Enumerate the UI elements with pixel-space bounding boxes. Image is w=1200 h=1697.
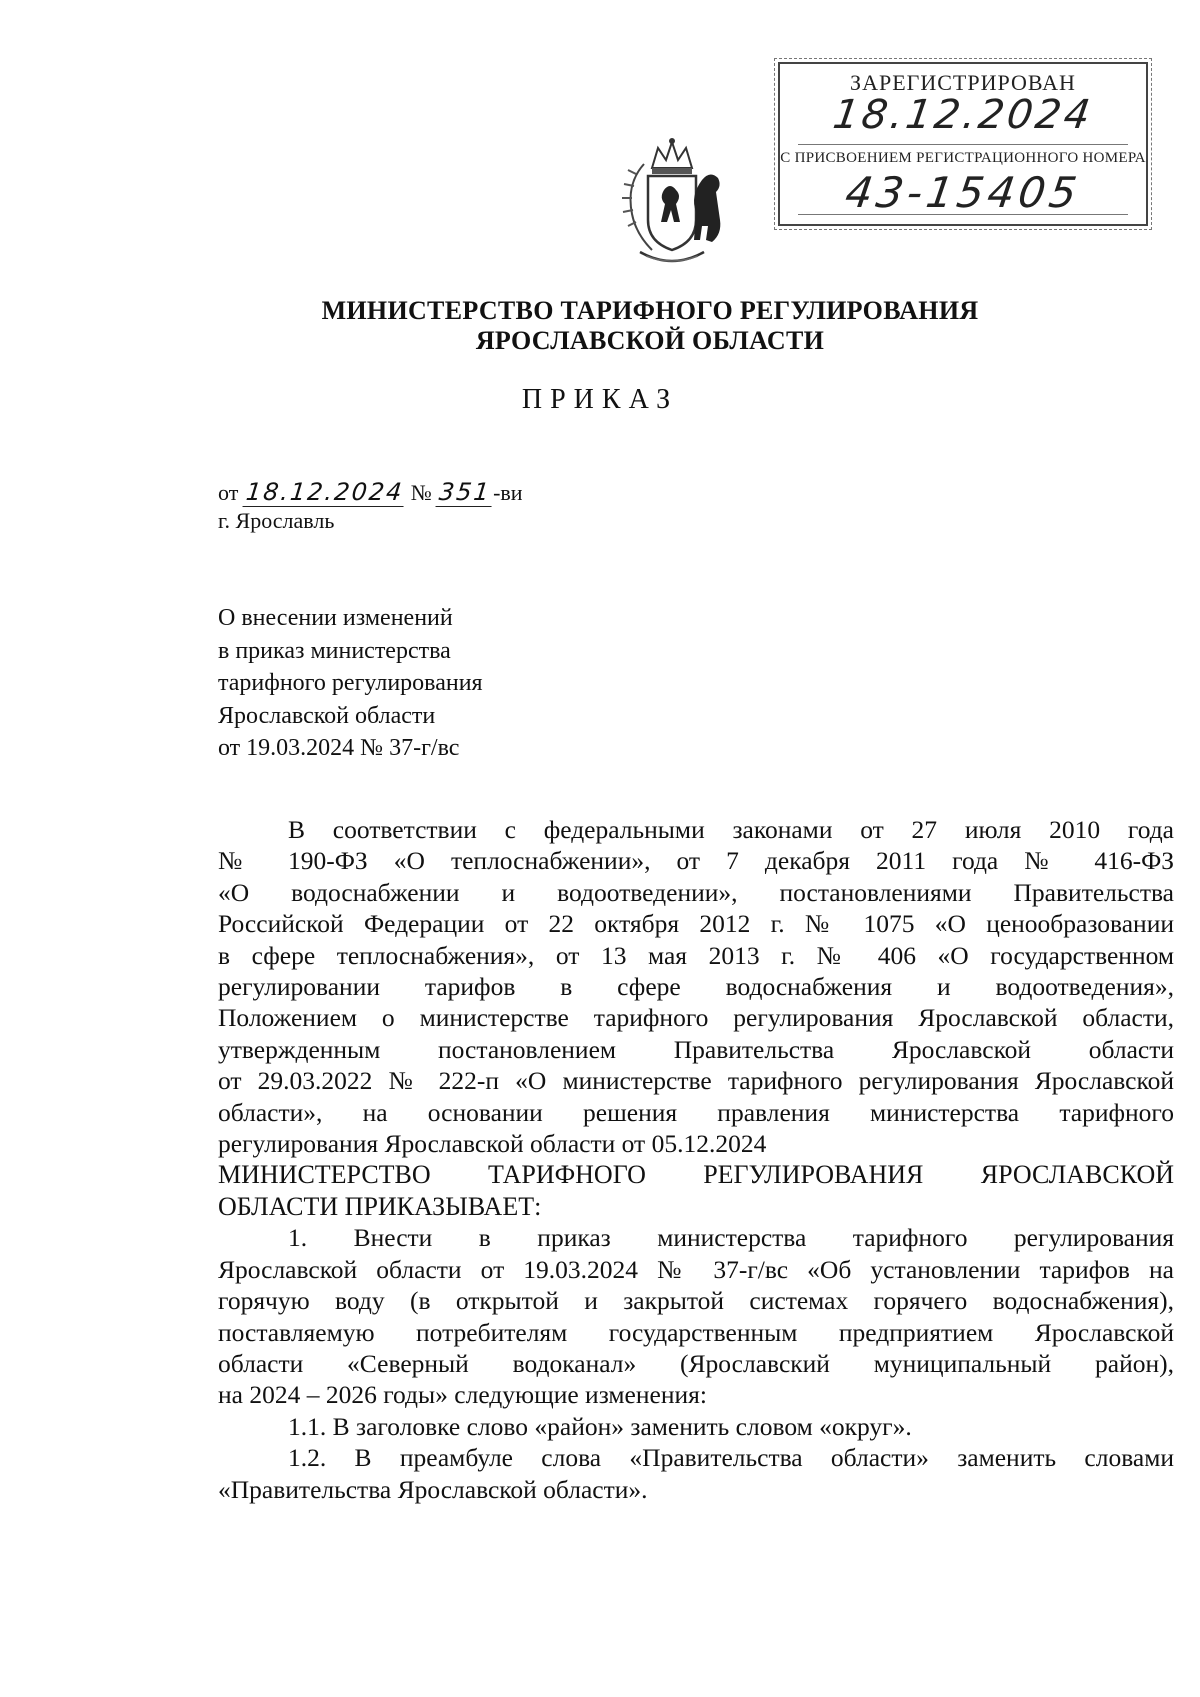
item1-line: области «Северный водоканал» (Ярославский муниципальный район),	[218, 1348, 1174, 1378]
preamble-line: регулировании тарифов в сфере водоснабжения и водоотведения»,	[218, 972, 1174, 1002]
stamp-divider	[798, 144, 1128, 145]
item1-line: горячую воду (в открытой и закрытой системах горячего водоснабжения),	[218, 1286, 1174, 1316]
item1-line: Ярославской области от 19.03.2024 № 37-г/вс «Об установлении тарифов на	[218, 1254, 1174, 1284]
item1-2-line: 1.2. В преамбуле слова «Правительства области» заменить словами	[288, 1443, 1174, 1473]
subject-line: от 19.03.2024 № 37-г/вс	[218, 735, 460, 761]
ministry-name-line1: МИНИСТЕРСТВО ТАРИФНОГО РЕГУЛИРОВАНИЯ	[321, 296, 979, 325]
order-number: 351	[436, 478, 495, 507]
subject-line: О внесении изменений	[218, 605, 453, 631]
stamp-date: 18.12.2024	[830, 92, 1096, 138]
preamble-line: утвержденным постановлением Правительства Ярославской области	[218, 1034, 1174, 1064]
subject-line: тарифного регулирования	[218, 670, 483, 696]
preamble-line: от 29.03.2022 № 222-п «О министерстве тарифного регулирования Ярославской	[218, 1066, 1174, 1096]
subject-line: Ярославской области	[218, 702, 436, 729]
registration-stamp	[778, 62, 1148, 226]
item1-1-line: 1.1. В заголовке слово «район» заменить словом «округ».	[288, 1411, 912, 1441]
order-number-suffix: -ви	[493, 480, 523, 505]
stamp-divider-bottom	[798, 214, 1128, 215]
preamble-line: № 190-ФЗ «О теплоснабжении», от 7 декабря 2011 года № 416-ФЗ	[218, 846, 1174, 876]
order-subject	[218, 602, 483, 765]
decree-line: МИНИСТЕРСТВО ТАРИФНОГО РЕГУЛИРОВАНИЯ ЯРОСЛАВСКОЙ	[218, 1160, 1174, 1190]
preamble-line: Положением о министерстве тарифного регулирования Ярославской области,	[218, 1003, 1174, 1033]
item1-line: поставляемую потребителям государственным предприятием Ярославской	[218, 1317, 1174, 1347]
stamp-registered-label: ЗАРЕГИСТРИРОВАН	[850, 70, 1076, 95]
order-city: г. Ярославль	[218, 508, 335, 533]
decree-line: ОБЛАСТИ ПРИКАЗЫВАЕТ:	[218, 1191, 542, 1221]
preamble-line: Российской Федерации от 22 октября 2012 г. № 1075 «О ценообразовании	[218, 909, 1174, 939]
order-body	[218, 814, 1174, 1505]
item1-line: на 2024 – 2026 годы» следующие изменения:	[218, 1380, 707, 1410]
preamble-line: в сфере теплоснабжения», от 13 мая 2013 г. № 406 «О государственном	[218, 940, 1174, 970]
order-date-number	[218, 478, 523, 507]
stamp-assigned-label: С ПРИСВОЕНИЕМ РЕГИСТРАЦИОННОГО НОМЕРА	[780, 150, 1146, 166]
stamp-number: 43-15405	[842, 168, 1084, 217]
preamble-line: В соответствии с федеральными законами от 27 июля 2010 года	[288, 815, 1174, 844]
coat-of-arms-icon	[606, 134, 738, 274]
order-date: 18.12.2024	[242, 478, 406, 507]
item1-2-line: «Правительства Ярославской области».	[218, 1474, 648, 1504]
order-date-prefix: от	[218, 480, 239, 505]
preamble-line: регулирования Ярославской области от 05.12.2024	[218, 1129, 767, 1159]
order-number-sign: №	[410, 480, 432, 505]
order-title: ПРИКАЗ	[521, 384, 679, 415]
subject-line: в приказ министерства	[218, 637, 451, 664]
item1-line: 1. Внести в приказ министерства тарифного регулирования	[288, 1223, 1174, 1253]
preamble-line: области», на основании решения правления министерства тарифного	[218, 1097, 1174, 1127]
preamble-line: «О водоснабжении и водоотведении», постановлениями Правительства	[218, 877, 1174, 907]
ministry-name-line2: ЯРОСЛАВСКОЙ ОБЛАСТИ	[475, 326, 825, 355]
